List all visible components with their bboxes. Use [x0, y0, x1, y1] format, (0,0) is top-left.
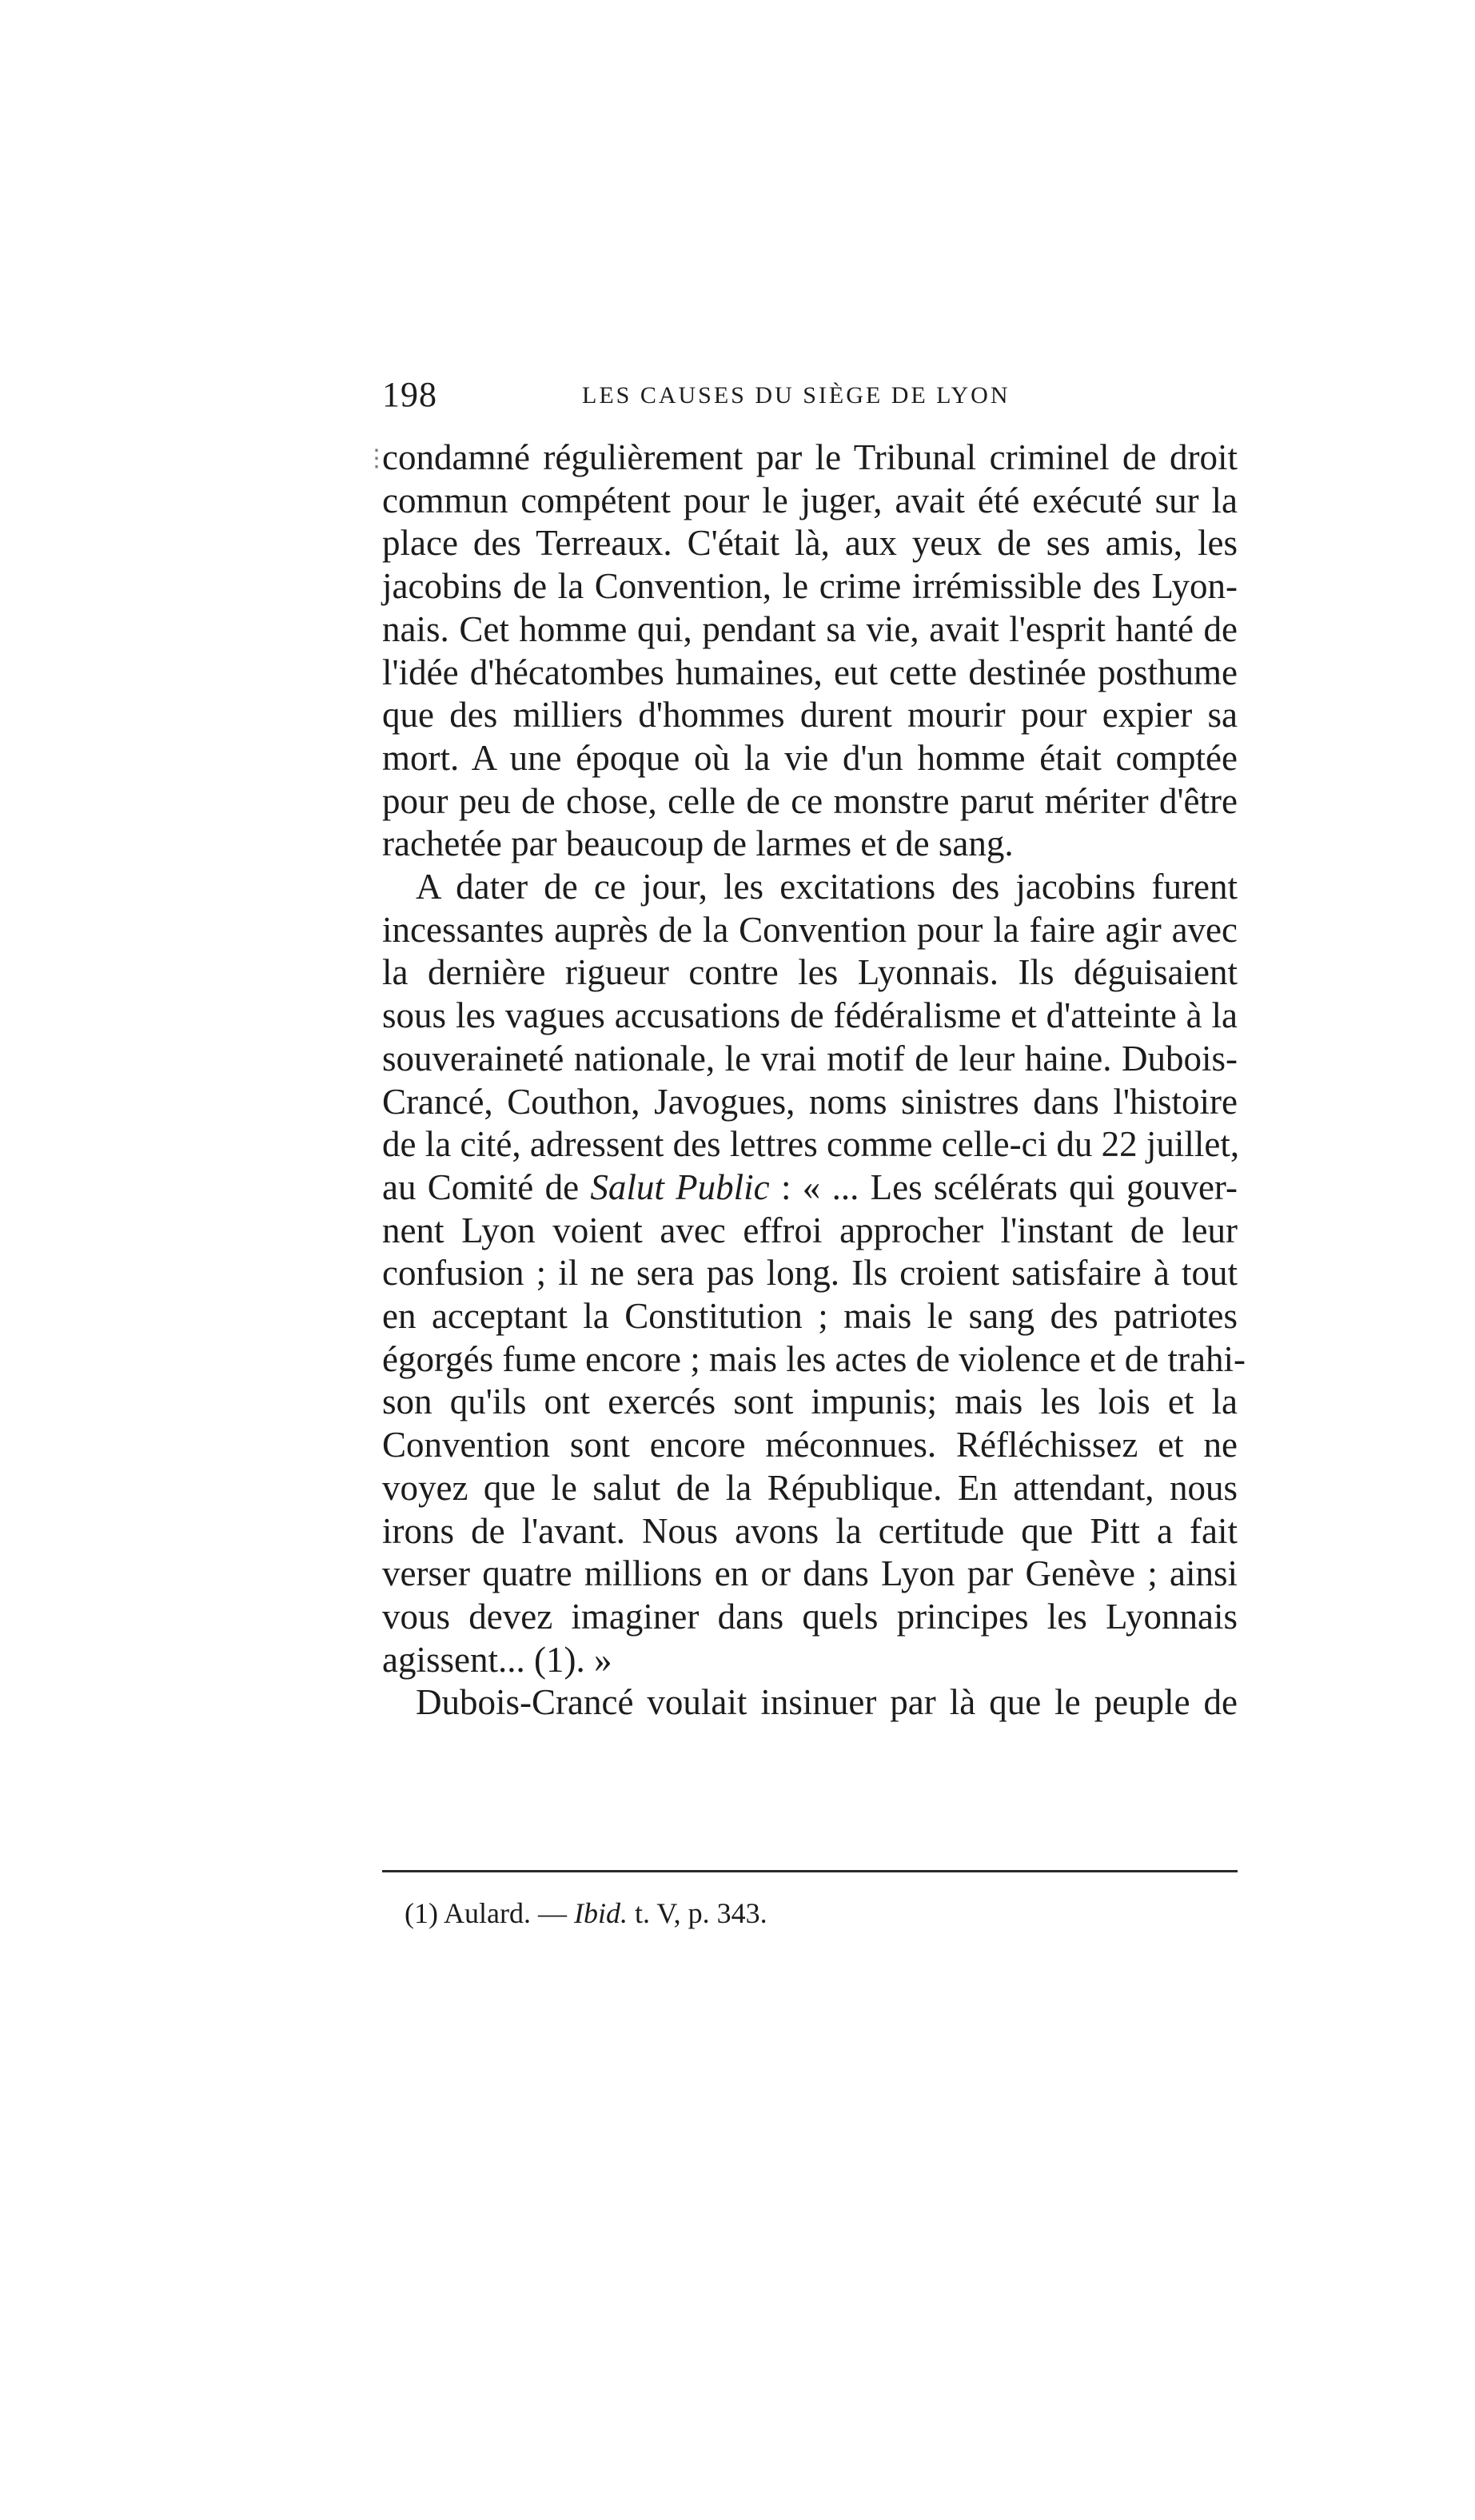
running-title: LES CAUSES DU SIÈGE DE LYON: [582, 382, 1011, 409]
text-line: mort. A une époque où la vie d'un homme était comptée: [382, 737, 1238, 778]
text-line: que des milliers d'hommes durent mourir pour expier sa: [382, 695, 1238, 736]
paragraph-2: [382, 866, 1246, 1681]
text-line: Crancé, Couthon, Javogues, noms sinistres dans l'histoire: [382, 1081, 1238, 1122]
text-line: vous devez imaginer dans quels principes les Lyonnais: [382, 1596, 1238, 1637]
footnote-source: Ibid.: [573, 1897, 628, 1929]
text-line: incessantes auprès de la Convention pour la faire agir avec: [382, 909, 1238, 950]
text-line: nais. Cet homme qui, pendant sa vie, avait l'esprit hanté de: [382, 608, 1238, 649]
text-line: condamné régulièrement par le Tribunal criminel de droit: [382, 437, 1238, 477]
running-header: [382, 374, 1042, 419]
text-line: place des Terreaux. C'était là, aux yeux de ses amis, les: [382, 523, 1238, 564]
text-line: commun compétent pour le juger, avait été exécuté sur la: [382, 480, 1238, 520]
paragraph-1: [382, 437, 1238, 866]
text-line-with-italic: [382, 1166, 1238, 1210]
footnote-reference: t. V, p. 343.: [634, 1897, 767, 1929]
text-line: Convention sont encore méconnues. Réfléchissez et ne: [382, 1425, 1238, 1465]
footnote-marker: (1) Aulard. —: [405, 1897, 567, 1929]
text-line: de la cité, adressent des lettres comme celle-ci du 22 juillet,: [382, 1124, 1240, 1165]
text-line: sous les vagues accusations de fédéralisme et d'atteinte à la: [382, 995, 1238, 1036]
text-line: souveraineté nationale, le vrai motif de leur haine. Dubois-: [382, 1038, 1238, 1079]
text-line: l'idée d'hécatombes humaines, eut cette destinée posthume: [382, 652, 1238, 692]
text-line: A dater de ce jour, les excitations des jacobins furent: [416, 867, 1238, 907]
text-line: rachetée par beaucoup de larmes et de sang.: [382, 823, 1014, 864]
text-line: nent Lyon voient avec effroi approcher l'instant de leur: [382, 1210, 1238, 1250]
paragraph-3: [382, 1681, 1238, 1725]
text-line: pour peu de chose, celle de ce monstre parut mériter d'être: [382, 780, 1238, 821]
text-line: verser quatre millions en or dans Lyon par Genève ; ainsi: [382, 1553, 1238, 1594]
text-line: son qu'ils ont exercés sont impunis; mais les lois et la: [382, 1382, 1238, 1422]
text-line: confusion ; il ne sera pas long. Ils croient satisfaire à tout: [382, 1253, 1238, 1294]
text-line: en acceptant la Constitution ; mais le sang des patriotes: [382, 1296, 1238, 1337]
text-line: Dubois-Crancé voulait insinuer par là que le peuple de: [416, 1682, 1238, 1723]
text-fragment: : « ... Les scélérats qui gouver-: [780, 1166, 1238, 1207]
margin-mark: ⋮: [365, 445, 389, 472]
footnote-divider: [382, 1870, 1238, 1872]
text-line: la dernière rigueur contre les Lyonnais. Ils déguisaient: [382, 952, 1238, 993]
page-number: 198: [382, 375, 437, 414]
body-text: [382, 437, 1246, 1725]
text-line: agissent... (1). »: [382, 1639, 612, 1680]
text-line: égorgés fume encore ; mais les actes de violence et de trahi-: [382, 1338, 1246, 1379]
footnote: [405, 1896, 767, 1930]
text-line: voyez que le salut de la République. En attendant, nous: [382, 1467, 1238, 1508]
text-fragment: au Comité de: [382, 1166, 580, 1207]
italic-term: Salut Public: [590, 1166, 770, 1207]
text-line: irons de l'avant. Nous avons la certitude que Pitt a fait: [382, 1510, 1238, 1551]
text-line: jacobins de la Convention, le crime irrémissible des Lyon-: [382, 566, 1238, 607]
